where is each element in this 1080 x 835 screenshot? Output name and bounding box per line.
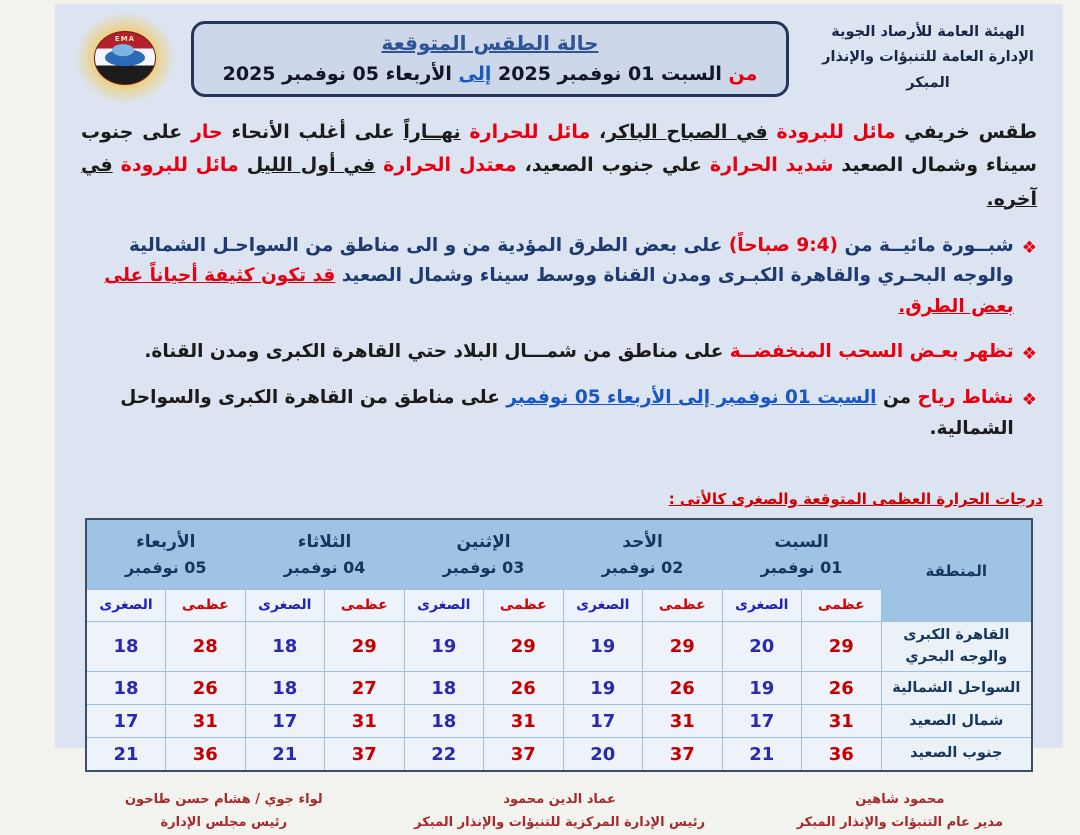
day-date: 04 نوفمبر bbox=[283, 558, 366, 578]
signature-director bbox=[797, 788, 1003, 835]
text-segment: تظهر بعـض السحب المنخفضــة bbox=[723, 341, 1014, 363]
region-name-cell: جنوب الصعيد bbox=[881, 738, 1032, 771]
signature-title: رئيس مجلس الإدارة bbox=[160, 815, 288, 831]
text-segment: على جنوب سيناء وشمال الصعيد bbox=[81, 121, 1037, 177]
signature-name: محمود شاهين bbox=[855, 791, 945, 807]
text-segment: في الصباح الباكر bbox=[606, 121, 768, 143]
authority-line2: الإدارة العامة للتنبؤات والإنذار المبكر bbox=[822, 49, 1034, 91]
day-name: الإثنين bbox=[456, 532, 511, 553]
max-temp-cell: 37 bbox=[643, 738, 723, 771]
region-name-cell: السواحل الشمالية bbox=[881, 672, 1032, 705]
min-temp-cell: 17 bbox=[722, 705, 802, 738]
region-column-header: المنطقة bbox=[881, 519, 1032, 621]
wind-bullet bbox=[81, 383, 1037, 444]
clouds-bullet-text bbox=[81, 337, 1014, 368]
max-temp-cell: 31 bbox=[325, 705, 405, 738]
min-temp-cell: 18 bbox=[86, 672, 166, 705]
text-segment: في آخره. bbox=[81, 154, 1037, 210]
text-segment: شديد الحرارة bbox=[709, 154, 834, 177]
day-date: 05 نوفمبر bbox=[124, 558, 207, 578]
fog-bullet bbox=[81, 231, 1037, 323]
text-segment: معتدل الحرارة bbox=[375, 154, 517, 177]
text-segment: السبت 01 نوفمبر إلى الأربعاء 05 نوفمبر bbox=[506, 387, 877, 409]
text-segment: من bbox=[876, 387, 912, 409]
text-segment: نشاط رياح bbox=[911, 387, 1014, 409]
max-temp-cell: 29 bbox=[643, 621, 723, 672]
text-segment: علي جنوب الصعيد، bbox=[516, 154, 710, 177]
day-date: 02 نوفمبر bbox=[601, 558, 684, 578]
text-segment: إلى bbox=[458, 63, 492, 85]
table-head bbox=[86, 519, 1032, 621]
min-temp-cell: 18 bbox=[245, 672, 325, 705]
day-header-cell bbox=[404, 519, 563, 589]
min-label-cell: الصغرى bbox=[86, 589, 166, 621]
text-segment: شبــورة مائيــة من bbox=[838, 234, 1014, 256]
min-temp-cell: 18 bbox=[245, 621, 325, 672]
min-label-cell: الصغرى bbox=[245, 589, 325, 621]
min-temp-cell: 19 bbox=[404, 621, 484, 672]
min-temp-cell: 17 bbox=[563, 705, 643, 738]
text-segment: مائل للبرودة bbox=[767, 121, 896, 143]
region-name-cell: شمال الصعيد bbox=[881, 705, 1032, 738]
text-segment: نهــاراً bbox=[403, 121, 461, 143]
text-segment: على مناطق من شمـــال البلاد حتي القاهرة الكبرى ومدن القناة. bbox=[144, 341, 724, 363]
text-segment: طقس خريفي bbox=[895, 121, 1037, 143]
max-temp-cell: 27 bbox=[325, 672, 405, 705]
signature-title: رئيس الإدارة المركزية للتنبؤات والإنذار المبكر bbox=[414, 815, 706, 831]
day-header-cell bbox=[245, 519, 404, 589]
sun-rays-icon bbox=[75, 12, 175, 104]
max-temp-cell: 29 bbox=[484, 621, 564, 672]
max-temp-cell: 26 bbox=[166, 672, 246, 705]
forecast-text-section bbox=[55, 116, 1063, 444]
min-temp-cell: 22 bbox=[404, 738, 484, 771]
day-name: الأربعاء bbox=[136, 532, 196, 553]
table-body bbox=[86, 621, 1032, 771]
day-header-row bbox=[86, 519, 1032, 589]
max-temp-cell: 37 bbox=[484, 738, 564, 771]
diamond-bullet-icon: ❖ bbox=[1021, 237, 1037, 258]
max-label-cell: عظمى bbox=[802, 589, 882, 621]
text-segment: من bbox=[721, 63, 758, 85]
wind-bullet-text bbox=[81, 383, 1014, 444]
signature-title: مدير عام التنبؤات والإنذار المبكر bbox=[796, 815, 1003, 831]
max-temp-cell: 29 bbox=[802, 621, 882, 672]
min-temp-cell: 18 bbox=[86, 621, 166, 672]
max-temp-cell: 26 bbox=[484, 672, 564, 705]
min-label-cell: الصغرى bbox=[563, 589, 643, 621]
agency-logo bbox=[65, 12, 185, 104]
min-temp-cell: 19 bbox=[722, 672, 802, 705]
signature-name: عماد الدين محمود bbox=[503, 791, 616, 807]
emblem-circle-icon bbox=[94, 31, 156, 85]
region-data-row bbox=[86, 672, 1032, 705]
forecast-title-box bbox=[191, 21, 789, 97]
region-name-cell: القاهرة الكبرى والوجه البحري bbox=[881, 621, 1032, 672]
signatures-footer bbox=[55, 788, 1063, 835]
min-temp-cell: 19 bbox=[563, 621, 643, 672]
text-segment: مائل للحرارة bbox=[460, 121, 591, 143]
text-segment: قد تكون كثيفة أحياناً على بعض الطرق. bbox=[104, 265, 1014, 317]
day-date: 01 نوفمبر bbox=[760, 558, 843, 578]
max-label-cell: عظمى bbox=[166, 589, 246, 621]
max-label-cell: عظمى bbox=[325, 589, 405, 621]
text-segment: مائل للبرودة bbox=[112, 154, 239, 177]
day-name: الثلاثاء bbox=[297, 532, 352, 553]
min-temp-cell: 20 bbox=[722, 621, 802, 672]
min-temp-cell: 17 bbox=[245, 705, 325, 738]
min-temp-cell: 19 bbox=[563, 672, 643, 705]
day-date: 03 نوفمبر bbox=[442, 558, 525, 578]
signature-chairman bbox=[125, 788, 323, 835]
text-segment: على بعض الطرق المؤدية من و الى مناطق من السواحـل الشمالية والوجه البحـري والقاهرة الكبـرى ومدن القناة ووسط سيناء وشمال الصعيد bbox=[128, 234, 1014, 287]
temperature-table bbox=[85, 518, 1033, 772]
signature-head-central bbox=[414, 788, 705, 835]
cloud-icon bbox=[105, 49, 145, 66]
day-name: الأحد bbox=[622, 532, 663, 553]
max-temp-cell: 36 bbox=[802, 738, 882, 771]
max-temp-cell: 28 bbox=[166, 621, 246, 672]
max-label-cell: عظمى bbox=[643, 589, 723, 621]
max-temp-cell: 26 bbox=[802, 672, 882, 705]
text-segment: الأربعاء 05 نوفمبر 2025 bbox=[222, 63, 459, 85]
diamond-bullet-icon: ❖ bbox=[1021, 344, 1037, 365]
text-segment bbox=[239, 154, 247, 176]
text-segment: على أغلب الأنحاء bbox=[222, 121, 404, 143]
max-temp-cell: 31 bbox=[802, 705, 882, 738]
clouds-bullet bbox=[81, 337, 1037, 368]
text-segment: حار bbox=[190, 121, 223, 143]
authority-line1: الهيئة العامة للأرصاد الجوية bbox=[831, 23, 1025, 40]
region-data-row bbox=[86, 705, 1032, 738]
max-label-cell: عظمى bbox=[484, 589, 564, 621]
min-temp-cell: 21 bbox=[245, 738, 325, 771]
min-temp-cell: 20 bbox=[563, 738, 643, 771]
temperature-table-title: درجات الحرارة العظمى المتوقعة والصغرى كالأتى : bbox=[668, 490, 1043, 509]
max-temp-cell: 26 bbox=[643, 672, 723, 705]
min-temp-cell: 18 bbox=[404, 705, 484, 738]
min-temp-cell: 21 bbox=[722, 738, 802, 771]
logo-ema-text: EMA bbox=[114, 35, 136, 43]
authority-name-block bbox=[803, 20, 1053, 96]
min-temp-cell: 18 bbox=[404, 672, 484, 705]
day-header-cell bbox=[563, 519, 722, 589]
max-temp-cell: 31 bbox=[166, 705, 246, 738]
day-header-cell bbox=[722, 519, 881, 589]
max-temp-cell: 29 bbox=[325, 621, 405, 672]
document-header bbox=[55, 4, 1063, 104]
text-segment: السبت 01 نوفمبر 2025 bbox=[491, 63, 722, 85]
signature-name: لواء جوي / هشام حسن طاحون bbox=[125, 791, 323, 807]
min-label-cell: الصغرى bbox=[722, 589, 802, 621]
region-data-row bbox=[86, 738, 1032, 771]
text-segment: على مناطق من القاهرة الكبرى والسواحل الشمالية. bbox=[120, 387, 1014, 439]
min-label-cell: الصغرى bbox=[404, 589, 484, 621]
page-title: حالة الطقس المتوقعة bbox=[381, 31, 599, 55]
day-header-cell bbox=[86, 519, 245, 589]
day-name: السبت bbox=[774, 532, 829, 553]
general-weather-paragraph bbox=[81, 116, 1037, 216]
min-temp-cell: 21 bbox=[86, 738, 166, 771]
fog-bullet-text bbox=[81, 231, 1014, 323]
max-temp-cell: 31 bbox=[484, 705, 564, 738]
max-temp-cell: 37 bbox=[325, 738, 405, 771]
text-segment: في أول الليل bbox=[246, 154, 376, 177]
max-temp-cell: 36 bbox=[166, 738, 246, 771]
diamond-bullet-icon: ❖ bbox=[1021, 390, 1037, 411]
text-segment: ، bbox=[590, 121, 607, 143]
text-segment: (9:4 صباحاً) bbox=[728, 234, 838, 256]
min-temp-cell: 17 bbox=[86, 705, 166, 738]
max-temp-cell: 31 bbox=[643, 705, 723, 738]
weather-bulletin-document bbox=[55, 4, 1063, 831]
forecast-date-range bbox=[204, 63, 776, 85]
region-data-row bbox=[86, 621, 1032, 672]
